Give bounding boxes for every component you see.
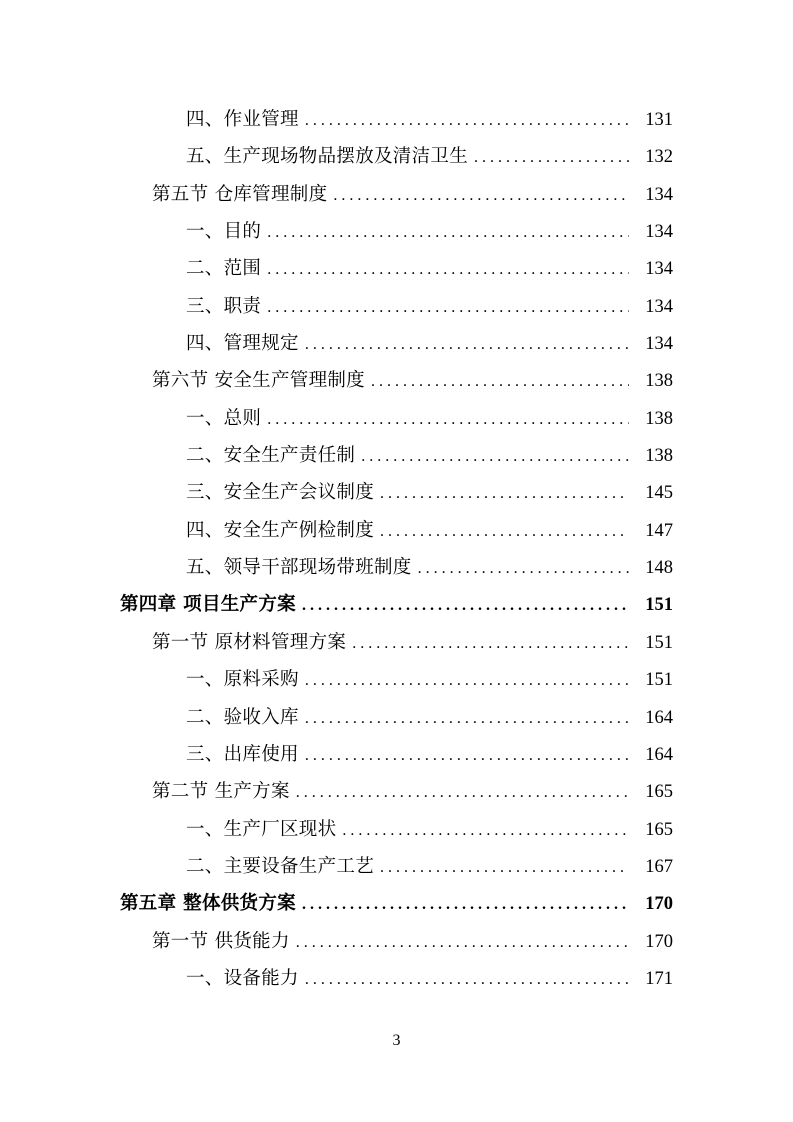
toc-entry-page: 138 bbox=[645, 446, 673, 467]
dot-leader bbox=[380, 475, 629, 512]
toc-entry-page: 138 bbox=[645, 408, 673, 429]
dot-leader bbox=[296, 774, 629, 811]
toc-entry[interactable] bbox=[0, 362, 793, 399]
toc-entry[interactable] bbox=[0, 848, 793, 885]
toc-entry[interactable] bbox=[0, 699, 793, 736]
dot-leader bbox=[296, 924, 629, 961]
toc-entry[interactable] bbox=[0, 923, 793, 960]
dot-leader bbox=[302, 587, 629, 624]
toc-entry[interactable] bbox=[0, 325, 793, 362]
toc-entry[interactable] bbox=[0, 960, 793, 997]
toc-entry[interactable] bbox=[0, 811, 793, 848]
toc-entry-title: 四、管理规定 bbox=[186, 333, 299, 355]
toc-entry-page: 134 bbox=[645, 259, 673, 280]
toc-entry-page: 148 bbox=[645, 558, 673, 579]
toc-entry-title: 第四章 项目生产方案 bbox=[120, 594, 296, 616]
toc-entry[interactable] bbox=[0, 400, 793, 437]
toc-entry-page: 151 bbox=[645, 632, 673, 653]
toc-entry-title: 三、出库使用 bbox=[186, 743, 299, 765]
toc-entry-page: 151 bbox=[645, 595, 673, 616]
dot-leader bbox=[267, 401, 629, 438]
toc-entry-page: 138 bbox=[645, 371, 673, 392]
dot-leader bbox=[305, 700, 629, 737]
dot-leader bbox=[418, 550, 629, 587]
toc-entry-title: 第五章 整体供货方案 bbox=[120, 893, 296, 915]
dot-leader bbox=[305, 737, 629, 774]
toc-entry-page: 145 bbox=[645, 483, 673, 504]
toc-entry[interactable] bbox=[0, 213, 793, 250]
toc-entry-page: 171 bbox=[645, 968, 673, 989]
toc-entry[interactable] bbox=[0, 773, 793, 810]
toc-entry-page: 134 bbox=[645, 296, 673, 317]
toc-entry[interactable] bbox=[0, 437, 793, 474]
toc-entry-title: 第二节 生产方案 bbox=[152, 781, 290, 803]
toc-entry-title: 一、设备能力 bbox=[186, 967, 299, 989]
page-number: 3 bbox=[392, 1032, 401, 1049]
toc-entry-title: 二、主要设备生产工艺 bbox=[186, 855, 375, 877]
dot-leader bbox=[380, 849, 629, 886]
dot-leader bbox=[380, 513, 629, 550]
dot-leader bbox=[305, 326, 629, 363]
toc-entry[interactable] bbox=[0, 549, 793, 586]
dot-leader bbox=[333, 177, 629, 214]
toc-entry[interactable] bbox=[0, 288, 793, 325]
dot-leader bbox=[305, 961, 629, 998]
toc-entry-title: 五、生产现场物品摆放及清洁卫生 bbox=[186, 146, 469, 168]
dot-leader bbox=[371, 363, 629, 400]
toc-entry[interactable] bbox=[0, 138, 793, 175]
toc-entry-page: 134 bbox=[645, 334, 673, 355]
toc-entry-page: 164 bbox=[645, 744, 673, 765]
toc-entry-title: 三、安全生产会议制度 bbox=[186, 482, 375, 504]
toc-entry[interactable] bbox=[0, 474, 793, 511]
toc-entry-title: 一、生产厂区现状 bbox=[186, 818, 337, 840]
toc-entry-title: 四、安全生产例检制度 bbox=[186, 519, 375, 541]
toc-entry-page: 167 bbox=[645, 856, 673, 877]
toc-entry-title: 第一节 原材料管理方案 bbox=[152, 631, 347, 653]
toc-entry-chapter[interactable] bbox=[0, 586, 793, 623]
toc-entry-title: 一、目的 bbox=[186, 221, 262, 243]
toc-entry-title: 二、安全生产责任制 bbox=[186, 445, 356, 467]
toc-entry-page: 131 bbox=[645, 110, 673, 130]
dot-leader bbox=[342, 812, 629, 849]
toc-entry-page: 134 bbox=[645, 184, 673, 205]
toc-entry-chapter[interactable] bbox=[0, 885, 793, 922]
toc-entry-page: 151 bbox=[645, 670, 673, 691]
dot-leader bbox=[305, 662, 629, 699]
dot-leader bbox=[305, 102, 629, 139]
toc-entry-title: 第一节 供货能力 bbox=[152, 930, 290, 952]
toc-entry-page: 165 bbox=[645, 782, 673, 803]
toc-entry-title: 二、范围 bbox=[186, 258, 262, 280]
dot-leader bbox=[267, 251, 629, 288]
toc-entry-page: 164 bbox=[645, 707, 673, 728]
toc-entry-title: 五、领导干部现场带班制度 bbox=[186, 557, 412, 579]
toc-entry-page: 147 bbox=[645, 520, 673, 541]
toc-entry-page: 170 bbox=[645, 894, 673, 915]
toc-entry[interactable] bbox=[0, 176, 793, 213]
toc-entry[interactable] bbox=[0, 661, 793, 698]
toc-entry[interactable] bbox=[0, 512, 793, 549]
toc-entry-title: 一、总则 bbox=[186, 407, 262, 429]
dot-leader bbox=[474, 139, 629, 176]
toc-entry-page: 170 bbox=[645, 931, 673, 952]
toc-entry-title: 二、验收入库 bbox=[186, 706, 299, 728]
toc-entry-title: 第六节 安全生产管理制度 bbox=[152, 370, 365, 392]
dot-leader bbox=[267, 214, 629, 251]
toc-entry[interactable] bbox=[0, 624, 793, 661]
toc-entry-page: 165 bbox=[645, 819, 673, 840]
dot-leader bbox=[267, 289, 629, 326]
toc-entry-title: 四、作业管理 bbox=[186, 109, 299, 130]
table-of-contents bbox=[0, 101, 793, 997]
toc-entry-title: 第五节 仓库管理制度 bbox=[152, 183, 328, 205]
toc-entry[interactable] bbox=[0, 736, 793, 773]
toc-entry[interactable] bbox=[0, 101, 793, 138]
toc-entry-title: 一、原料采购 bbox=[186, 669, 299, 691]
toc-entry-page: 132 bbox=[645, 147, 673, 168]
toc-entry-page: 134 bbox=[645, 222, 673, 243]
dot-leader bbox=[361, 438, 629, 475]
dot-leader bbox=[302, 886, 629, 923]
toc-entry[interactable] bbox=[0, 250, 793, 287]
toc-entry-title: 三、职责 bbox=[186, 295, 262, 317]
dot-leader bbox=[352, 625, 629, 662]
